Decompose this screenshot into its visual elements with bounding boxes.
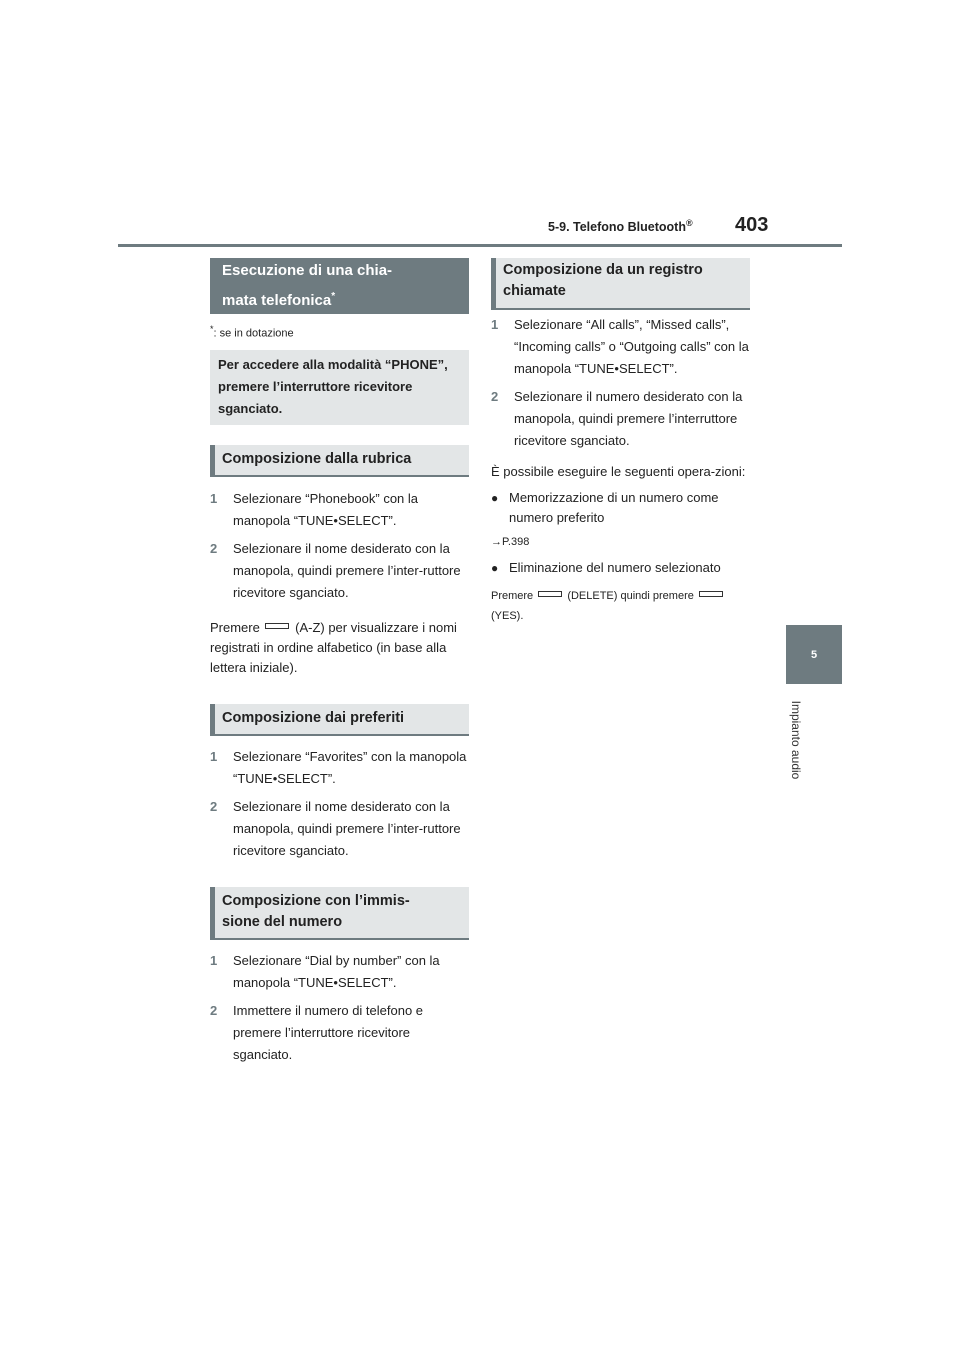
step: 1 Selezionare “Favorites” con la manopola “TUNE•SELECT”. bbox=[210, 748, 467, 786]
section-heading-preferiti: Composizione dai preferiti bbox=[210, 704, 469, 736]
bullet-item: ● Eliminazione del numero selezionato bbox=[491, 558, 750, 578]
chapter-label: Impianto audio bbox=[789, 700, 803, 780]
step: 2 Immettere il numero di telefono e premere l’interruttore ricevitore sganciato. bbox=[210, 1002, 424, 1062]
chapter-tab: 5 bbox=[786, 625, 842, 684]
button-icon bbox=[538, 591, 562, 597]
page-reference: →P.398 bbox=[491, 536, 530, 548]
steps-rubrica bbox=[210, 488, 469, 604]
step: 1 Selezionare “Dial by number” con la manopola “TUNE•SELECT”. bbox=[210, 952, 440, 990]
header-rule bbox=[118, 244, 842, 247]
bullet-dot-icon: ● bbox=[491, 491, 499, 505]
intro-box: Per accedere alla modalità “PHONE”, premere l’interruttore ricevitore sganciato. bbox=[210, 350, 469, 425]
step: 2 Selezionare il numero desiderato con la manopola, quindi premere l’interruttore ricevitore sganciato. bbox=[491, 389, 743, 448]
main-heading bbox=[210, 258, 469, 314]
steps-registro bbox=[491, 314, 750, 452]
section-heading-registro: Composizione da un registro chiamate bbox=[491, 258, 750, 310]
main-heading-line1: Esecuzione di una chia- bbox=[222, 262, 393, 279]
footnote: *: se in dotazione bbox=[210, 324, 294, 340]
section-heading-numero: Composizione con l’immis- sione del numero bbox=[210, 887, 469, 940]
page-number: 403 bbox=[735, 214, 769, 236]
steps-preferiti bbox=[210, 746, 469, 862]
right-column bbox=[491, 258, 750, 626]
section-heading-rubrica: Composizione dalla rubrica bbox=[210, 445, 469, 477]
step: 1 Selezionare “All calls”, “Missed calls”, “Incoming calls” o “Outgoing calls” con la manopola “TUNE•SELECT”. bbox=[491, 317, 749, 376]
step: 2 Selezionare il nome desiderato con la manopola, quindi premere l’inter-ruttore ricevitore sganciato. bbox=[210, 540, 461, 600]
button-icon bbox=[699, 591, 723, 597]
rubrica-note: Premere (A-Z) per visualizzare i nomi registrati in ordine alfabetico (in base alla lettera iniziale). bbox=[210, 619, 457, 675]
section-title: 5-9. Telefono Bluetooth® bbox=[548, 218, 693, 235]
bullet-dot-icon: ● bbox=[491, 561, 499, 575]
left-column bbox=[210, 258, 469, 1072]
main-heading-line2: mata telefonica* bbox=[222, 291, 336, 309]
step: 2 Selezionare il nome desiderato con la manopola, quindi premere l’inter-ruttore ricevitore sganciato. bbox=[210, 798, 461, 858]
delete-note: Premere (DELETE) quindi premere (YES). bbox=[491, 586, 750, 626]
steps-numero bbox=[210, 950, 469, 1066]
step: 1 Selezionare “Phonebook” con la manopola “TUNE•SELECT”. bbox=[210, 490, 419, 528]
operations-intro: È possibile eseguire le seguenti opera-zioni: bbox=[491, 464, 746, 479]
bullet-item: ● Memorizzazione di un numero come numero preferito bbox=[491, 488, 750, 528]
button-icon bbox=[265, 623, 289, 629]
